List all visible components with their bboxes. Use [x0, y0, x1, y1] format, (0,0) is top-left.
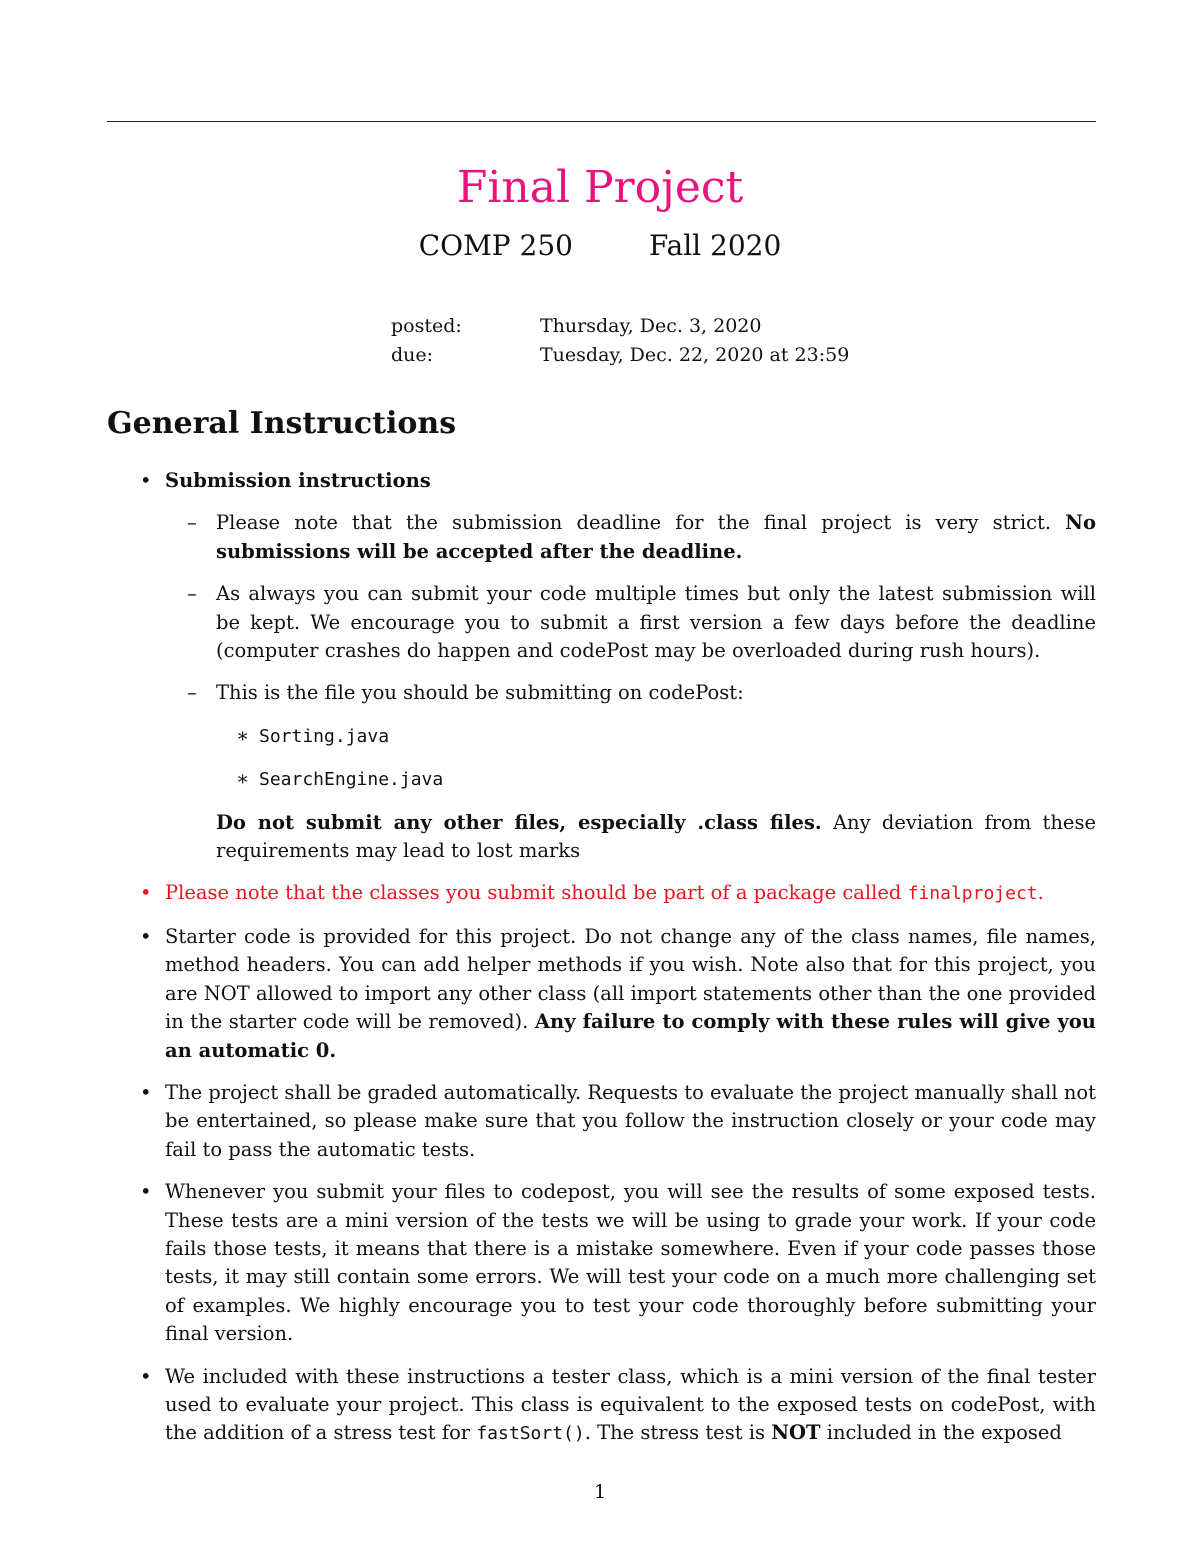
- instructions-body: [107, 467, 1096, 1463]
- sub-item-deadline: [165, 509, 1096, 566]
- file-item: [216, 765, 1096, 794]
- due-label: due:: [391, 344, 434, 366]
- graded-text: The project shall be graded automatically. Requests to evaluate the project manually shall not be entertained, so please make sure that you follow the instruction closely or your code may fail to pass the automatic tests.: [165, 1080, 1096, 1161]
- package-end: .: [1037, 881, 1044, 905]
- codepost-text: Whenever you submit your files to codepost, you will see the results of some exposed tests. These tests are a mini version of the tests we will be using to grade your work. If your code fails those tests, it means that there is a mistake somewhere. Even if your code passes those tests, it may still contain some errors. We will test your code on a much more challenging set of examples. We highly encourage you to test your code thoroughly before submitting your final version.: [165, 1180, 1096, 1346]
- deadline-text: Please note that the submission deadline for the final project is very strict.: [216, 511, 1052, 535]
- instructions-list: [107, 467, 1096, 1449]
- tester-not: NOT: [771, 1421, 821, 1445]
- dash-icon: –: [187, 681, 197, 705]
- posted-label: posted:: [391, 315, 462, 337]
- bullet-icon: •: [140, 1364, 152, 1388]
- due-value: Tuesday, Dec. 22, 2020 at 23:59: [540, 344, 850, 366]
- sub-item-multiple: [165, 580, 1096, 665]
- page-title: Final Project: [456, 162, 744, 213]
- file-name: SearchEngine.java: [259, 769, 444, 791]
- list-item-codepost: [107, 1178, 1096, 1348]
- file-list: [216, 722, 1096, 795]
- list-item-starter: [107, 923, 1096, 1065]
- dates-table: [391, 312, 849, 370]
- posted-row: [391, 312, 849, 341]
- starter-text: Starter code is provided for this project. Do not change any of the class names, file names, method headers. You can add helper methods if you wish. Note also that for this project, you are NOT allowed to import any other class (all import statements other than the one provided in the starter code will be removed).: [165, 924, 1096, 1034]
- file-item: [216, 722, 1096, 751]
- bullet-icon: •: [140, 881, 152, 905]
- top-rule: [107, 121, 1096, 122]
- submission-sublist: [165, 509, 1096, 865]
- star-icon: ∗: [236, 723, 250, 747]
- page-number: 1: [593, 1481, 607, 1503]
- course-term: Fall 2020: [648, 229, 782, 262]
- multiple-text: As always you can submit your code multiple times but only the latest submission will be kept. We encourage you to submit a first version a few days before the deadline (computer crashes do happen and codePost may be overloaded during rush hours).: [216, 582, 1096, 663]
- bullet-icon: •: [140, 469, 152, 492]
- tester-method: fastSort(): [476, 1423, 585, 1445]
- section-heading: General Instructions: [107, 406, 457, 441]
- submission-heading: Submission instructions: [165, 469, 431, 492]
- package-name: finalproject: [907, 883, 1038, 905]
- course-info: [0, 229, 1200, 262]
- list-item-graded: [107, 1079, 1096, 1164]
- file-name: Sorting.java: [259, 725, 390, 747]
- due-row: [391, 341, 849, 370]
- warning-text: Any deviation from these requirements may lead to lost marks: [216, 810, 1096, 863]
- deadline-bold: No submissions will be accepted after the deadline.: [216, 511, 1096, 563]
- tester-text-2: . The stress test is: [584, 1421, 765, 1445]
- files-warning: [216, 809, 1096, 866]
- tester-text-1: We included with these instructions a tester class, which is a mini version of the final tester used to evaluate your project. This class is equivalent to the exposed tests on codePost, with the addition of a stress test for: [165, 1364, 1096, 1445]
- dash-icon: –: [187, 582, 197, 606]
- starter-bold: Any failure to comply with these rules will give you an automatic 0.: [165, 1010, 1096, 1062]
- tester-text-3: included in the exposed: [826, 1421, 1062, 1445]
- list-item-submission: [107, 467, 1096, 865]
- list-item-tester: [107, 1363, 1096, 1449]
- warning-bold: Do not submit any other files, especially .class files.: [216, 810, 822, 834]
- bullet-icon: •: [140, 1180, 152, 1204]
- star-icon: ∗: [236, 767, 250, 791]
- package-text: Please note that the classes you submit should be part of a package called: [165, 881, 902, 905]
- list-item-package: [107, 879, 1096, 908]
- posted-value: Thursday, Dec. 3, 2020: [540, 315, 762, 337]
- bullet-icon: •: [140, 1080, 152, 1104]
- files-intro: This is the file you should be submitting on codePost:: [216, 681, 744, 705]
- bullet-icon: •: [140, 924, 152, 948]
- course-code: COMP 250: [418, 229, 573, 262]
- sub-item-files: [165, 679, 1096, 865]
- dash-icon: –: [187, 511, 197, 535]
